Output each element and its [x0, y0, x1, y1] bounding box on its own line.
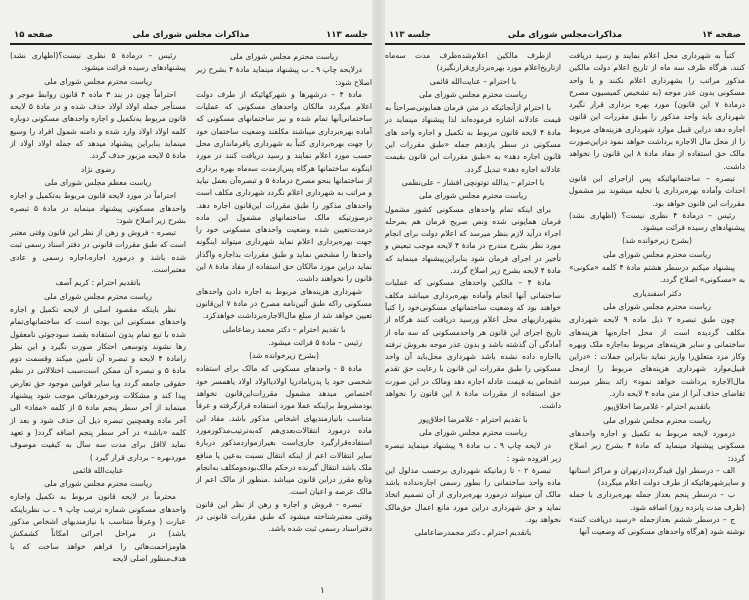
centered-line: ریاست معظم مجلس شورای ملی	[44, 177, 152, 187]
paragraph: احتراماً در مورد لایحه قانون مربوط به‌تکمیل و اجاره واحدهای مسکونی پیشنهاد مینماید در مادهٔ ۵ تبصره بشرح زیر اصلاح شود:	[10, 191, 187, 225]
centered-line: با تقدیم احترام - غلامرضا اخلاق‌پور	[418, 414, 528, 424]
paragraph: ازطرف مالکین اعلام‌شده‌ظرف مدت سه‌ماه ازتاریخ‌اعلام مورد بهره‌برداری‌قرارنگیرد)	[385, 51, 561, 73]
paragraph: درلایحه چاپ ۹ ـ ب پیشنهاد مینماید مادهٔ ۴ بشرح زیر اصلاح شود:	[196, 65, 372, 87]
page-number: صفحه ۱۵	[14, 30, 53, 40]
session-number: جلسه ۱۱۳	[389, 30, 431, 40]
paragraph: با احترام ازآنجائیکه در متن فرمان همایونی‌صراحتاً به قیمت عادلانه اشاره فرموده‌اند لذا پیشنهاد مینماید در مادهٔ ۴ لایحه قانون مربوط به تکمیل و اجاره واحد های مسکونی در سطر یازدهم جمله «طبق مقررات این قانون اجاره دهد» به «طبق مقررات این قانون بقیمت عادلانه اجاره دهد» تبدیل گردد.	[385, 103, 561, 174]
centered-line: ریاست محترم مجلس شورای ملی	[419, 89, 527, 99]
centered-line: با احترام – یدالله توتونچی افشار – علی‌نظمی	[401, 177, 545, 187]
text-column	[196, 50, 372, 536]
paragraph: مادهٔ ۴ – مالکین واحدهای مسکونی که عملیات ساختمانی آنها انجام وآماده بهره‌برداری میباشد مکلف خواهند بود که وضعیت ساختمانهای مسکونی‌خود را کتباً بشهرداریهای محل اعلام ورسید دریافت کنند هرگاه از تاریخ اجرای این قانون هر واحدمسکونی که سه ماه از آمادگی آن گذشته باشد و بدون عذر موجه بفروش نرفته یااجاره داده نشده باشد شهرداری محل‌باید آن واحد مسکونی را طبق مقررات این قانون با رعایت حق تقدم اشخاص به قیمت عادله اجاره دهد ومالک در این صورت حق استفاده از مقررات مادهٔ ۸ این قانون را نخواهد داشت.	[385, 278, 561, 411]
text-column	[385, 50, 561, 541]
centered-line: (بشرح زیرخوانده شد)	[622, 236, 692, 246]
centered-line: ریاست محترم مجلس شورای ملی	[419, 427, 527, 437]
page-number: صفحه ۱۴	[702, 30, 741, 40]
header-title: مذاکرات‌مجلس شورای ملی	[507, 30, 623, 40]
paragraph: ب – درسطر پنجم بعداز جمله بهره‌برداری با جمله (ظرف مدت پانزده روز) اضافه شود.	[569, 490, 745, 512]
paragraph: ج – درسطر ششم بعدازجمله «رسید دریافت کنند» نوشته شود (هرگاه واحدهای مسکونی که وضعیت آنها	[569, 514, 745, 537]
centered-line: باتقدیم احترام - غلامرضا اخلاق‌پور	[603, 402, 711, 412]
paragraph: چون طبق تبصره ۲ ذیل ماده ۹ لایحه شهرداری مکلف گردیده است از محل اجاره‌بها هزینه‌های ساختمانی و سایر هزینه‌های مربوط به‌اجاره ملک وبهره وکار مزد متعلق‌را واریز نماید بنابراین جملات : «دراین قبیل‌موارد شهرداری هزینه‌های مربوط را ازمحل مال‌الاجاره برداشت خواهد نمود» زائد بنظر میرسد تقاضای حذف آنرا از متن ماده ۴ لایحه دارد.	[569, 315, 745, 399]
page-header	[10, 30, 372, 42]
session-number: جلسه ۱۱۳	[326, 30, 368, 40]
centered-line: باتقدیم احترام ـ دکتر محمدرضاعاملی	[414, 528, 532, 538]
paragraph: پیشنهاد میکنم درسطر هشتم مادهٔ ۴ کلمه «مکونی» به «مسکونی» اصلاح گردد.	[569, 263, 745, 285]
centered-line: ریاست محترم مجلس شورای ملی	[230, 52, 338, 61]
centered-line: ریاست محترم مجلس شورای ملی	[419, 191, 527, 201]
book-gutter	[372, 0, 385, 600]
centered-line: ریاست محترم مجلس شورای ملی	[44, 76, 152, 86]
centered-line: ریاست محترم مجلس شورای ملی	[603, 249, 711, 259]
paragraph: رئیس – مادهٔ ۵ قرائت میشود.	[268, 337, 362, 347]
paragraph: مادهٔ ۵ - واحدهای مسکونی که مالک برای استفاده شخصی خود یا پدریامادریا اولادیااولاد اولاد یاهمسر خود اختصاص میدهد مشمول مقررات‌این‌قانون نخواهد بودمشروط براینکه عملا مورد استفاده قرارگرفته و عرفاً متناسب بانیازمندیهای اشخاص مذکور باشد. مفاد این ماده درمورد انتقالات‌بعدی‌هم که‌به‌ترتیب‌مذکورمورد استفاده‌قرارگیرد جاری‌است بغیرازمواردمذکور دربارهٔ سایر انتقالات اعم از اینکه انتقال نسبت به‌عین یا منافع ملک باشد انتقال گیرنده درحکم مالک‌بوده‌ومکلف به‌انجام وتابع مقرر دراین قانون میباشد .منظور از مالک اعم از مالک عرصه و اعیان است.	[196, 364, 372, 497]
paragraph: شهرداری هزینه‌های مربوط به اجاره دادن واحدهای مسکونی راکه طبق آئین‌نامه مصرح در مادهٔ ۷ این‌قانون تعیین خواهد شد از مبلغ مال‌الاجاره‌برداشت خواهدکرد.	[196, 286, 373, 321]
text-column	[569, 50, 745, 539]
centered-line: رضوی نژاد	[80, 164, 116, 174]
paragraph: تبصره - فروش و رهن از نظر این قانون وقتی معتبر است که طبق مقررات قانونی در دفتر اسناد رسمی ثبت شده باشد و درمورد اجاره،اجاره رسمی و عادی معتبراست.	[10, 228, 186, 275]
centered-line: با تقدیم احترام – دکتر محمد رضاعاملی	[222, 324, 346, 334]
header-rule	[10, 43, 372, 45]
centered-line: با احترام – عنایت‌الله قائمی	[429, 76, 517, 86]
centered-line: (بشرح زیرخوانده شد)	[249, 351, 319, 361]
centered-line: ریاست محترم مجلس شورای ملی	[44, 479, 152, 489]
paragraph: برای اینکه تمام واحدهای مسکونی کشور مشمول فرمان همایونی شده ونص صریح فرمان هم بمرحله اجراء درآید لازم بنظر میرسد که اعلام دولت برای انجام مورد نظر بشرح مندرج در مادهٔ ۴ لایحه موجب تبعیض و تأخیر در اجرای فرمان شود بنابراین‌پیشنهاد مینماید که مادهٔ ۴ لایحه بشرح زیر اصلاح گردد.	[385, 204, 561, 276]
paragraph: مادهٔ ۴ – درشهرها و شهرکهائیکه از طرف دولت اعلام میگردد مالکان واحدهای مسکونی که عملیات ساختمانی‌آنها تمام شده و نیز ساختمانهای مسکونی که آماده بهره‌برداری میباشند مکلفند وضعیت ساختمان خود را جهت بهره‌برداری کتباً به شهرداری یافرمانداری محل حسب مورد اعلام نمایند و رسید دریافت کنند در مورد اینگونه ساختمانها هرگاه پس‌ازمدت سه‌ماه بهره برداری از ساختمانها بنحو مصرح درمادهٔ ۵ و تبصره‌آن بعمل نیاید و مراتب به شهرداری اعلام نگردد شهرداری مکلف است واحدهای مذکور را طبق مقررات این‌قانون اجاره دهد. درصورتیکه مالک ساختمانهای مشمول این ماده درمدت‌تعیین شده وضعیت واحدهای مسکونی خود را جهت بهره‌برداری اعلام نماید شهرداری میتواند اینگونه واحدها را مشخص نماید و طبق مقررات بداجاره واگذار نماید دراین مورد مالکان حق استفاده از مفاد مادهٔ ۸ این قانون را نخواهند داشت.	[196, 89, 372, 284]
centered-line: ریاست محترم مجلس شورای ملی	[603, 415, 711, 425]
paragraph: رئیس – درمادهٔ ۴ نظری نیست؟ (اظهاری نشد) پیشنهادهای رسیده قرائت میشود.	[569, 210, 745, 233]
paragraph: الف – درسطر اول قیدگردد(درتهران و مراکز استانها و سایرشهرهائیکه از طرف دولت اعلام میگردد)	[569, 465, 745, 488]
page-footer-mark: ۱	[320, 586, 325, 596]
paragraph: تبصره – ساختمانهائیکه پس ازاجرای این قانون احداث وآماده بهره‌برداری یا تخلیه میشوند نیز مشمول مقررات این قانون خواهد بود.	[569, 173, 745, 208]
centered-line: ریاست محترم مجلس شورای ملی	[603, 301, 711, 311]
paragraph: تبصره - فروش و اجاره و رهن از نظر این قانون وقتی معتبرشناخته میشود که طبق مقررات قانونی در دفتراسناد رسمی ثبت شده باشد.	[196, 499, 372, 534]
paragraph: کتباً به شهرداری محل اعلام نمایند و رسید دریافت کنند، هرگاه ظرف سه ماه از تاریخ اعلام دولت مالکین مذکور مراتب را بشهرداری اعلام نکنند و یا واحد مسکونی بدون عذر موجه (به تشخیص کمیسیون مصرح درمادهٔ ۷ این قانون) مورد بهره برداری قرار نگیرد شهرداری باید واحد مذکور را طبق مقررات این قانون اجاره دهد دراین قبیل موارد شهرداری هزینه‌های مربوط را از محل مال الاجاره برداشت خواهد نمود دراین‌صورت مالک حق استفاده از مفاد مادهٔ ۸ این قانون را نخواهد داشت.	[569, 51, 745, 171]
paragraph: احتراماً چون در بند ۳ ماده ۴ قانون روابط موجر و مستأجر جمله اولاد اولاد حذف شده و در مادهٔ ۵ لایحه قانون مربوط به‌تکمیل و اجاره واحدهای مسکونی دوباره کلمه اولاد اولاد وارد شده و دامنه شمول افراد را وسیع مینماید بنابراین پیشنهاد میدهد که جمله اولاد اولاد از مادهٔ ۵ لایحه مزبور حذف گردد.	[10, 89, 186, 161]
page-header	[385, 30, 745, 42]
paragraph: در لایحه چاپ ۹ ـ ب مادهٔ ۹ پیشنهاد مینماید تبصره زیر افزوده شود :	[385, 441, 561, 463]
paragraph: محترماً در لایحه قانون مربوط به تکمیل واجاره واحدهای مسکونی شماره ترتیب چاپ ۹ ـ ب نظرباینکه عبارت ( وعرفاً متناسب با نیازمندیهای اشخاص مذکور باشد) در مراحل اجرائی امکاناً کشمکش هاومزاحمت‌هائی را فراهم خواهد ساخت که با هدف‌منظور اصلی لایحه	[10, 492, 186, 563]
centered-line: باتقدیم احترام : کریم آصف	[55, 278, 141, 288]
paragraph: درمورد لایحه مربوط به تکمیل و اجاره واحدهای مسکونی پیشنهاد مینماید که مادهٔ ۴ بشرح زیر اصلاح گردد:	[569, 428, 745, 463]
header-rule	[385, 43, 745, 45]
paragraph: تبصرهٔ ۲ - تا زمانیکه شهرداری برحسب مدلول این ماده واحد ساختمانی را بطور رسمی اجاره‌نداده باشد مالک آن میتواند درمورد بهره‌برداری از آن تصمیم اتخاذ نماید و حق شهرداری دراین مورد مانع اعمال حق‌مالک نخواهد بود.	[385, 465, 561, 524]
centered-line: دکتر اسفندیاری	[632, 288, 682, 298]
paragraph: نظر باینکه مقصود اصلی از لایحه تکمیل و اجاره واحدهای مسکونی این بوده است که ساختمانهای‌تمام شده با تبع تمام بدون استفاده بقصد سودجوئی نامعقول رها نشوند وتوسعی احتکار صورت نگیرد و این نظر رامادهٔ ۴ لایحه و تبصره آن تأمین میکند وقسمت دوم مادهٔ ۵ و تبصره آن ممکن است‌سبب اختلالاتی در نظم حقوقی جامعه گردد ویا سایر قوانین موجود حق تعارض پیدا کند و مشکلات وبرخوردهائی موجب شود پیشنهاد مینماید از آخر سطر پنجم مادهٔ ۵ از کلمه «مفاد» الی آخر ماده وهمچنین تبصره ذیل آن حذف شود و بعد از کلمه «باشد» در آخر سطر پنجم اضافه گردد( و تعهد نماید لااقل برای مدت سه سال به کیفیت موصوف موردبهره – برداری قرار گیرد )	[10, 304, 187, 462]
centered-line: عنایت‌الله قائمی	[72, 465, 124, 475]
header-title: مذاکرات مجلس شورای ملی	[132, 30, 250, 40]
paragraph: رئیس – درمادهٔ ۵ نظری نیست؟(اظهاری نشد) پیشنهادهای رسیده قرائت میشود.	[10, 51, 186, 73]
text-column	[10, 50, 186, 565]
centered-line: ریاست محترم مجلس شورای ملی	[44, 291, 152, 301]
